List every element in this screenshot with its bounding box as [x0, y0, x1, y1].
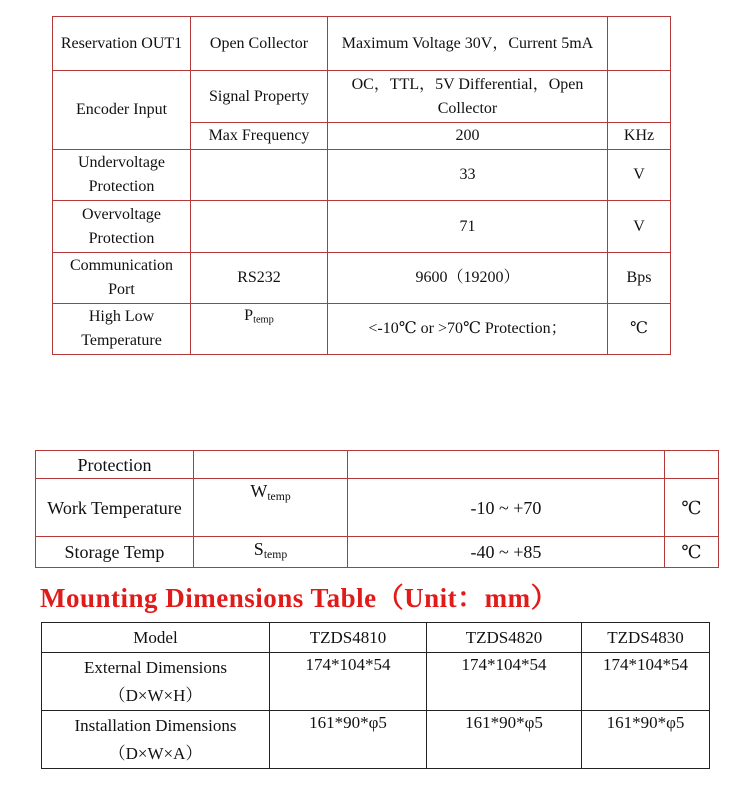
- param-value: 200: [328, 123, 608, 150]
- table-row: [53, 71, 671, 123]
- dimension-value: 161*90*φ5: [427, 711, 582, 769]
- table-row: [53, 150, 671, 201]
- param-name: [194, 479, 348, 537]
- table-row: [36, 537, 719, 568]
- param-value: Maximum Voltage 30V，Current 5mA: [328, 17, 608, 71]
- symbol-main: S: [253, 539, 264, 559]
- row-label: [42, 653, 270, 711]
- row-label-main: External Dimensions: [83, 657, 228, 677]
- param-name: [194, 451, 348, 479]
- symbol-subscript: temp: [267, 489, 291, 503]
- table-row: [42, 653, 710, 711]
- table-header-row: [42, 623, 710, 653]
- param-unit: [665, 451, 719, 479]
- mounting-title: Mounting Dimensions Table（Unit：mm）: [40, 583, 559, 613]
- dimension-value: 174*104*54: [582, 653, 710, 711]
- param-unit: KHz: [608, 123, 671, 150]
- symbol-subscript: temp: [253, 314, 274, 326]
- dimension-value: 161*90*φ5: [270, 711, 427, 769]
- row-label-sub: （D×W×H）: [108, 685, 203, 705]
- param-name: [191, 201, 328, 253]
- table-row: [36, 451, 719, 479]
- table-row: [53, 304, 671, 355]
- param-name: Max Frequency: [191, 123, 328, 150]
- header-model: Model: [42, 623, 270, 653]
- row-label: Protection: [36, 451, 194, 479]
- row-label: Communication Port: [53, 253, 191, 304]
- dimension-value: 174*104*54: [270, 653, 427, 711]
- row-label: Overvoltage Protection: [53, 201, 191, 253]
- param-value: -40 ~ +85: [348, 537, 665, 568]
- param-name: RS232: [191, 253, 328, 304]
- param-value: OC，TTL，5V Differential，Open Collector: [328, 71, 608, 123]
- dimension-value: 174*104*54: [427, 653, 582, 711]
- header-tzds4830: TZDS4830: [582, 623, 710, 653]
- mounting-dimensions-table: [41, 622, 710, 769]
- row-label: Encoder Input: [53, 71, 191, 150]
- table-row: [42, 711, 710, 769]
- param-value: -10 ~ +70: [348, 479, 665, 537]
- param-name: Signal Property: [191, 71, 328, 123]
- param-value: 33: [328, 150, 608, 201]
- row-label: Undervoltage Protection: [53, 150, 191, 201]
- row-label-sub: （D×W×A）: [108, 743, 203, 763]
- param-value: [348, 451, 665, 479]
- param-unit: ℃: [608, 304, 671, 355]
- table-row: [53, 253, 671, 304]
- row-label-main: Installation Dimensions: [74, 715, 237, 735]
- symbol-subscript: temp: [263, 547, 288, 561]
- row-label: Work Temperature: [36, 479, 194, 537]
- param-value: <-10℃ or >70℃ Protection；: [328, 304, 608, 355]
- row-label: Storage Temp: [36, 537, 194, 568]
- table-row: [53, 17, 671, 71]
- param-value: 71: [328, 201, 608, 253]
- header-tzds4820: TZDS4820: [427, 623, 582, 653]
- param-unit: V: [608, 150, 671, 201]
- row-label: Reservation OUT1: [53, 17, 191, 71]
- symbol-main: W: [250, 481, 268, 501]
- param-name: Open Collector: [191, 17, 328, 71]
- param-value: 9600（19200）: [328, 253, 608, 304]
- param-name: [194, 537, 348, 568]
- param-unit: V: [608, 201, 671, 253]
- electrical-spec-table: [52, 16, 671, 355]
- param-unit: [608, 17, 671, 71]
- dimension-value: 161*90*φ5: [582, 711, 710, 769]
- header-tzds4810: TZDS4810: [270, 623, 427, 653]
- temperature-table: [35, 450, 719, 568]
- table-row: [36, 479, 719, 537]
- row-label: [42, 711, 270, 769]
- row-label: High Low Temperature: [53, 304, 191, 355]
- param-unit: [608, 71, 671, 123]
- param-unit: ℃: [665, 537, 719, 568]
- symbol-main: P: [244, 307, 254, 324]
- param-unit: Bps: [608, 253, 671, 304]
- table-row: [53, 201, 671, 253]
- param-unit: ℃: [665, 479, 719, 537]
- param-name: [191, 150, 328, 201]
- param-name: [191, 304, 328, 355]
